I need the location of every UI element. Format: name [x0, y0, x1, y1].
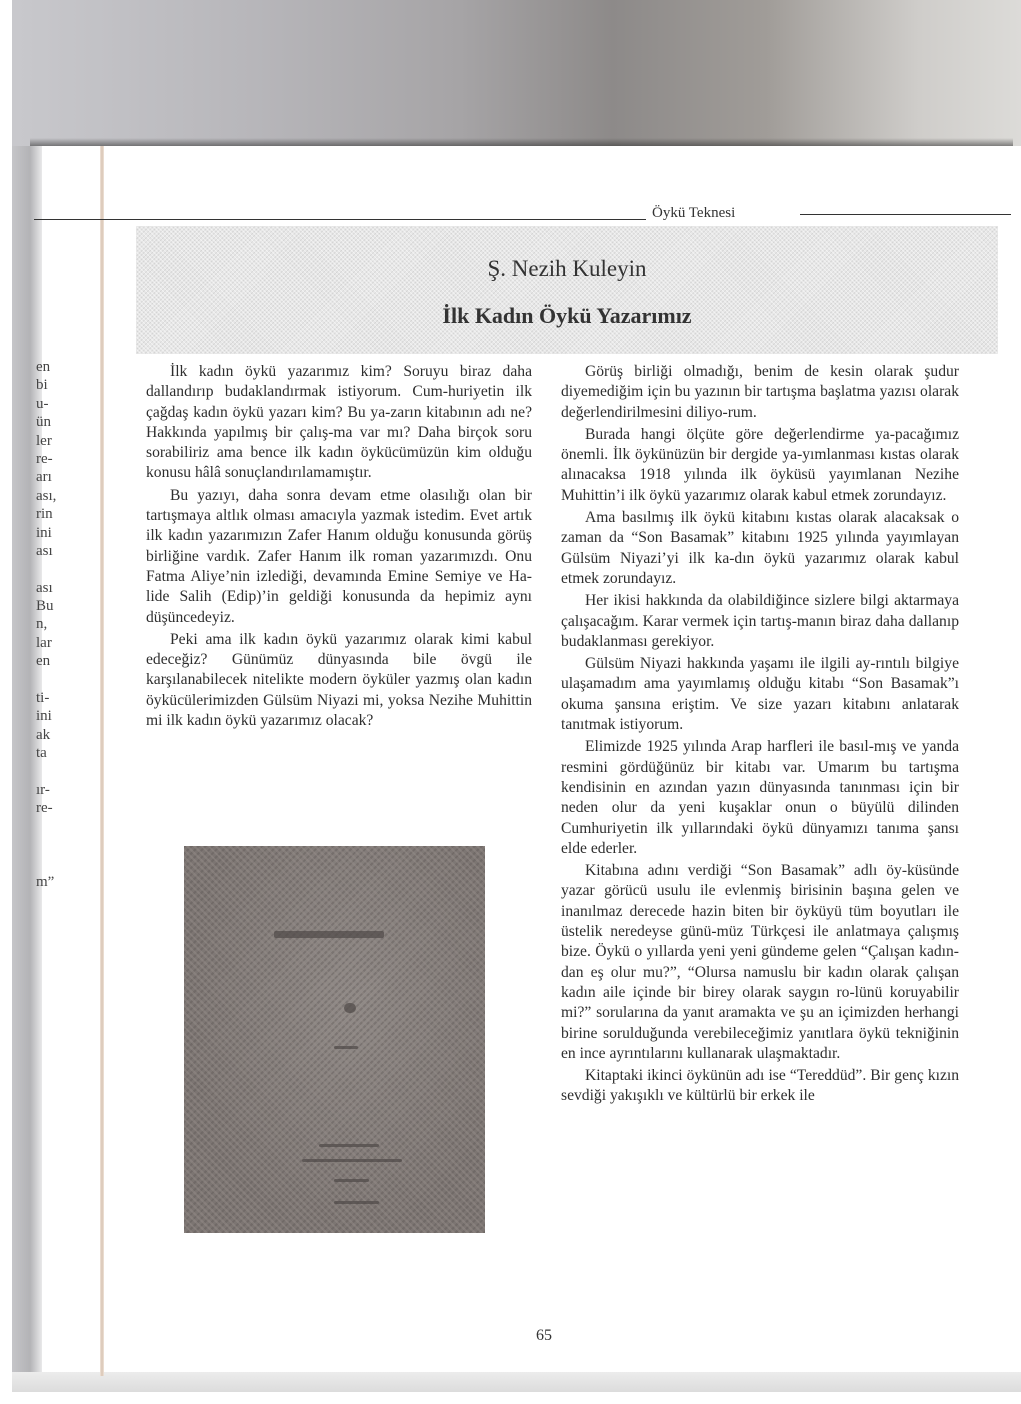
fragment-line: ası,: [36, 487, 57, 504]
fragment-line: re-: [36, 450, 53, 467]
right-column: [561, 362, 959, 1109]
fragment-line: [36, 855, 62, 873]
fragment-line: ır-: [36, 781, 50, 798]
fragment-line: [36, 818, 62, 836]
book-cover-image: [184, 846, 485, 1233]
cover-text-line: [334, 1179, 369, 1182]
paragraph: Ama basılmış ilk öykü kitabını kıstas olarak alacaksak o zaman da “Son Basamak” kitabını 1925 yılında yayımlayan Gülsüm Niyazi’yi ilk ka-dın öykü yazarımız olarak kabul etmek zorundayız.: [561, 509, 959, 587]
cover-ornament: [334, 1046, 358, 1049]
paragraph: İlk kadın öykü yazarımız kim? Soruyu biraz daha dallandırıp budaklandırmak istiyorum. Cum-huriyetin ilk çağdaş kadın öykü yazarı kim? Bu ya-zarın kitabının adı ne? Hakkında yapılmış bir çalış-ma var mı? Daha birçok soru sorabiliriz ama bence ilk kadın öykücümüzün kim olduğu konusu hâlâ sonuçlandırılamamıştır.: [146, 363, 532, 482]
fragment-line: ak: [36, 726, 51, 743]
fragment-line: ler: [36, 432, 52, 449]
page-number: 65: [536, 1327, 552, 1344]
paragraph: Kitabına adını verdiği “Son Basamak” adlı öy-küsünde yazar görücü usulu ile evlenmiş birisinin başına gelen ve inanılmaz derecede hazin biten bir öyküyü tüm boyutları ile üstelik neredeyse günü-müz Türkçesi ile anlatmaya çalışmış bize. Öykü o yıllarda yeni yeni gündeme gelen “Çalışan kadın-dan eş olur mu?”, “Olursa namuslu bir kadın olarak çalışan kadın aile içinde bir birey olarak saygın ro-lünü koruyabilir mi?” sorularına da yanıt aramakta ve şu an içimizden herhangi birine sorulduğunda verebileceğimiz yanıtlara öykü tekniğinin en ince ayrıntılarını kullanarak ulaşmaktadır.: [561, 862, 959, 1062]
fragment-line: en: [36, 653, 51, 670]
fragment-line: n,: [36, 616, 48, 633]
fragment-line: [36, 560, 62, 578]
paragraph: Gülsüm Niyazi hakkında yaşamı ile ilgili ay-rıntılı bilgiye ulaşamadım ama yayımlamış olduğu kitabı “Son Basamak”ı okuma şansına eriştim. Ve size yazarı kitabını anlatarak tanıtmak istiyorum.: [561, 655, 959, 734]
author-name: Ş. Nezih Kuleyin: [487, 256, 647, 281]
paragraph: Burada hangi ölçüte göre değerlendirme ya-pacağımız önemli. İlk öykünüzün bir dergide ya-yımlanması kıstas olarak alınacaksa 1918 yılında ilk öyküsü yayımlanan Nezihe Muhittin’i ilk öykü yazarımız olarak kabul etmek zorundayız.: [561, 425, 959, 504]
fragment-line: ini: [36, 708, 52, 725]
running-header: Öykü Teknesi: [652, 205, 736, 221]
cover-text-line: [334, 1201, 379, 1204]
paragraph: Görüş birliği olmadığı, benim de kesin olarak şudur diyemediğim için bu yazının bir tartışma başlatma yazısı olarak değerlendirilmesini diliyo-rum.: [561, 363, 959, 421]
paragraph: Her ikisi hakkında da olabildiğince sizlere bilgi aktarmaya çalışacağım. Karar vermek için tartış-manın biraz daha dallanıp budaklanması gerekiyor.: [561, 592, 959, 650]
paragraph: Kitaptaki ikinci öykünün adı ise “Tereddüd”. Bir genç kızın sevdiği yakışıklı ve kültürlü bir erkek ile: [561, 1067, 959, 1105]
article-title: İlk Kadın Öykü Yazarımız: [442, 303, 692, 328]
scanner-shadow-bottom: [12, 1372, 1021, 1392]
fragment-line: Bu: [36, 598, 54, 615]
fragment-line: lar: [36, 634, 52, 651]
fragment-line: bi: [36, 377, 48, 394]
fragment-line: [36, 671, 62, 689]
fragment-line: m”: [36, 873, 55, 890]
scanner-shadow-top: [0, 0, 1021, 146]
cover-text-line: [302, 1159, 402, 1162]
fragment-line: ta: [36, 745, 47, 762]
paragraph: Peki ama ilk kadın öykü yazarımız olarak kimi kabul edeceğiz? Günümüz dünyasında bile övgü ile karşılanabilecek nitelikte modern öyküler yazmış olan kadın öykücülerimizden Gülsüm Niyazi mi, yoksa Nezihe Muhittin mi ilk kadın öykü yazarımız olacak?: [146, 630, 532, 730]
header-rule-left: [34, 219, 646, 220]
title-banner: [136, 226, 998, 354]
paragraph: Bu yazıyı, daha sonra devam etme olasılığı olan bir tartışmaya altlık olması amacıyla yazmak istedim. Evet artık ilk kadın yazarımızın Zafer Hanım olduğu konusunda görüş birliğine vardık. Zafer Hanım ilk roman yazarımızdı. Onu Fatma Aliye’nin izlediği, devamında Emine Semiye ve Ha-lide Salih (Edip)’in geldiği konusunda da hepimiz aynı düşüncedeyiz.: [146, 486, 532, 626]
page-gutter-crease: [100, 146, 104, 1376]
cover-text-line: [319, 1144, 379, 1147]
fragment-line: arı: [36, 469, 52, 486]
fragment-line: en: [36, 359, 51, 375]
scanner-margin: [0, 0, 12, 1404]
fragment-line: ün: [36, 414, 51, 431]
fragment-line: ini: [36, 524, 52, 541]
fragment-line: re-: [36, 800, 53, 817]
fragment-line: u-: [36, 395, 49, 412]
header-rule-right: [800, 214, 1011, 215]
fragment-line: [36, 763, 62, 781]
fragment-line: rin: [36, 506, 53, 523]
fragment-line: ası: [36, 542, 53, 559]
previous-page-fragments: [36, 358, 62, 891]
cover-title-script: [274, 931, 384, 938]
paragraph: Elimizde 1925 yılında Arap harfleri ile basıl-mış ve yanda resmini gördüğünüz bir kitabı var. Umarım bu tartışma kendisinin en azından yazın dünyasında tanınması için bir neden olur da yeni kuşaklar onun o büyülü dilinden Cumhuriyetin ilk yıllarındaki öykü dünyamızı tanıma şansı elde ederler.: [561, 738, 959, 857]
left-column: [146, 362, 532, 733]
fragment-line: [36, 836, 62, 854]
cover-ornament: [344, 1003, 356, 1013]
fragment-line: ti-: [36, 690, 50, 707]
fragment-line: ası: [36, 579, 53, 596]
